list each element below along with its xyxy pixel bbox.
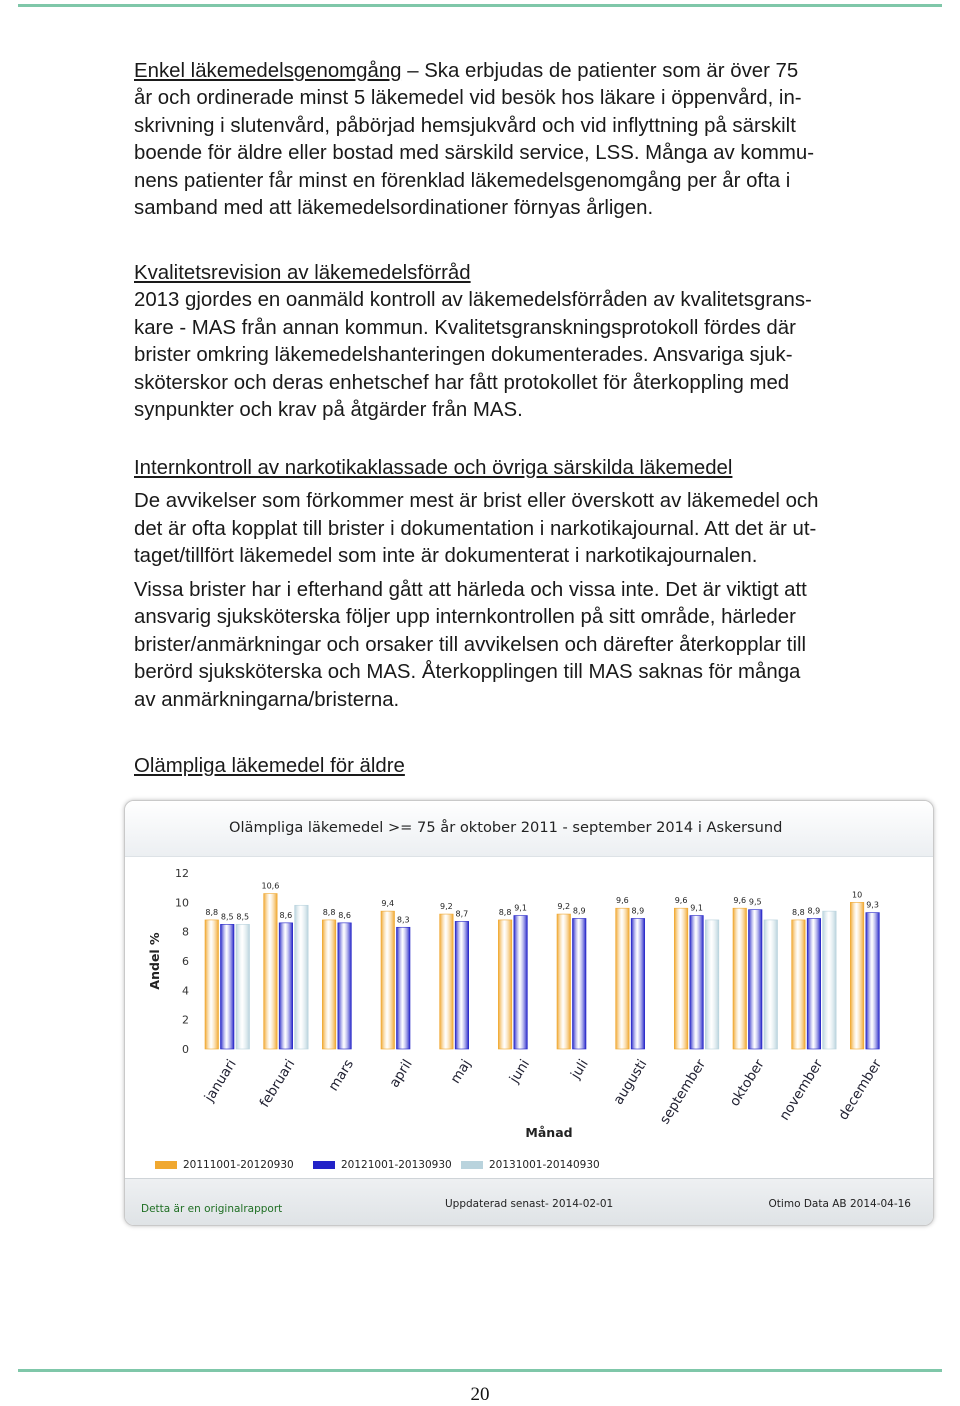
data-label: 10 (851, 890, 863, 900)
data-label: 8,8 (322, 907, 336, 917)
x-tick-label: februari (256, 1056, 299, 1111)
x-tick-label: april (386, 1056, 416, 1091)
bar-januari-series-3 (236, 924, 250, 1049)
data-label: 8,5 (236, 912, 250, 922)
section-heading: Olämpliga läkemedel för äldre (134, 755, 405, 777)
y-axis-title: Andel % (147, 932, 162, 990)
data-label: 8,7 (455, 909, 469, 919)
x-tick-label: december (835, 1056, 886, 1123)
footer-original-note: Detta är en originalrapport (141, 1203, 283, 1215)
bar-maj-series-1 (440, 914, 454, 1049)
legend-label: 20121001-20130930 (341, 1159, 452, 1171)
bar-juni-series-2 (514, 916, 528, 1049)
bar-november-series-3 (823, 911, 837, 1049)
bar-februari-series-3 (295, 905, 309, 1049)
data-label: 9,3 (866, 900, 879, 910)
bar-januari-series-1 (205, 920, 219, 1049)
bottom-rule (18, 1369, 942, 1372)
data-label: 8,9 (807, 906, 821, 916)
data-label: 9,1 (514, 903, 527, 913)
section-kvalitetsrevision (134, 260, 932, 424)
text-line: år och ordinerade minst 5 läkemedel vid besök hos läkare i öppenvård, in- (134, 87, 802, 110)
data-label: 8,5 (220, 912, 234, 922)
top-rule (18, 4, 942, 7)
data-label: 9,6 (674, 896, 688, 906)
bar-september-series-3 (705, 920, 719, 1049)
bar-januari-series-2 (221, 924, 235, 1049)
text-line: skrivning i slutenvård, påbörjad hemsjukvård och vid inflyttning på särskilt (134, 114, 796, 137)
data-label: 8,6 (279, 910, 293, 920)
x-tick-label: november (776, 1056, 827, 1124)
bar-juli-series-1 (557, 914, 571, 1049)
bar-september-series-1 (674, 908, 688, 1049)
chart-footer (125, 1178, 933, 1225)
section-heading: Internkontroll av narkotikaklassade och övriga särskilda läkemedel (134, 457, 733, 479)
x-axis-title: Månad (525, 1125, 573, 1140)
footer-source: Otimo Data AB 2014-04-16 (768, 1198, 911, 1210)
text-line: taget/tillfört läkemedel som inte är dokumenterat i narkotikajournalen. (134, 545, 758, 568)
bar-mars-series-2 (338, 923, 352, 1049)
data-label: 8,8 (205, 907, 219, 917)
text-line: Vissa brister har i efterhand gått att härleda och vissa inte. Det är viktigt att (134, 579, 807, 601)
data-label: 10,6 (261, 881, 280, 891)
text-line: brister/anmärkningar och orsaker till avvikelsen och därefter återkopplar till (134, 633, 807, 656)
legend-swatch (461, 1161, 483, 1169)
bar-juni-series-1 (498, 920, 512, 1049)
y-tick-label: 6 (182, 955, 189, 968)
data-label: 9,5 (748, 897, 762, 907)
text-line: det är ofta kopplat till brister i dokumentation i narkotikajournal. Att det är ut- (134, 517, 817, 540)
legend-swatch (313, 1161, 335, 1169)
text-line: – Ska erbjudas de patienter som är över 75 (401, 60, 799, 82)
section-lakemedelsgenomgang (134, 58, 932, 222)
section-heading: Kvalitetsrevision av läkemedelsförråd (134, 262, 471, 284)
section-internkontroll (134, 455, 932, 571)
bar-november-series-1 (792, 920, 806, 1049)
y-tick-label: 0 (182, 1043, 189, 1056)
data-label: 8,6 (338, 910, 351, 920)
bar-maj-series-2 (455, 921, 469, 1049)
text-line: synpunkter och krav på åtgärder från MAS. (134, 399, 523, 422)
bar-juli-series-2 (573, 918, 587, 1049)
section-internkontroll-p2 (134, 577, 932, 714)
section-olampliga-lakemedel (134, 753, 932, 780)
bar-oktober-series-3 (764, 920, 778, 1049)
text-line: samband med att läkemedelsordinationer förnyas årligen. (134, 197, 654, 220)
y-tick-label: 2 (182, 1013, 189, 1027)
bar-december-series-1 (850, 902, 864, 1049)
data-label: 9,2 (440, 902, 453, 912)
x-tick-label: september (656, 1056, 710, 1128)
text-line: 2013 gjordes en oanmäld kontroll av läkemedelsförråden av kvalitetsgrans- (134, 289, 812, 312)
x-tick-label: oktober (726, 1056, 768, 1110)
data-label: 8,9 (572, 906, 586, 916)
data-label: 8,3 (396, 915, 410, 925)
paragraph (134, 58, 932, 85)
bar-februari-series-2 (279, 923, 293, 1049)
legend-item (461, 1159, 600, 1171)
chart-legend (155, 1159, 795, 1173)
x-tick-label: maj (447, 1056, 475, 1087)
text-line: De avvikelser som förkommer mest är brist eller överskott av läkemedel och (134, 490, 819, 513)
footer-updated: Uppdaterad senast- 2014-02-01 (445, 1198, 614, 1210)
legend-swatch (155, 1161, 177, 1169)
x-tick-label: juli (567, 1056, 592, 1082)
bar-september-series-2 (690, 916, 704, 1049)
chart-panel (124, 800, 934, 1226)
legend-item (313, 1159, 452, 1171)
section-heading: Enkel läkemedelsgenomgång (134, 60, 402, 82)
bar-augusti-series-1 (616, 908, 630, 1049)
bar-februari-series-1 (264, 894, 278, 1049)
text-line: sköterskor och deras enhetschef har fått protokollet för återkoppling med (134, 371, 790, 394)
legend-item (155, 1159, 294, 1171)
x-tick-label: augusti (610, 1056, 651, 1108)
text-line: kare - MAS från annan kommun. Kvalitetsgranskningsprotokoll fördes där (134, 316, 796, 339)
bar-april-series-2 (397, 927, 411, 1049)
x-tick-label: mars (325, 1056, 358, 1094)
text-line: brister omkring läkemedelshanteringen dokumenterades. Ansvariga sjuk- (134, 344, 793, 367)
text-line: boende för äldre eller bostad med särskild service, LSS. Många av kommu- (134, 142, 815, 165)
text-line: ansvarig sjuksköterska följer upp internkontrollen på sitt område, härleder (134, 606, 796, 629)
bar-augusti-series-2 (631, 918, 645, 1049)
legend-label: 20111001-20120930 (183, 1159, 294, 1171)
legend-label: 20131001-20140930 (489, 1159, 600, 1171)
text-line: av anmärkningarna/bristerna. (134, 688, 400, 711)
data-label: 9,1 (690, 903, 703, 913)
y-tick-label: 12 (175, 867, 189, 880)
x-tick-label: januari (201, 1056, 240, 1105)
data-label: 9,2 (557, 902, 571, 912)
chart-title: Olämpliga läkemedel >= 75 år oktober 2011 - september 2014 i Askersund (229, 819, 783, 836)
bar-november-series-2 (807, 918, 821, 1049)
bar-april-series-1 (381, 911, 395, 1049)
bar-chart (125, 801, 933, 1179)
page-number: 20 (470, 1384, 490, 1405)
y-tick-label: 8 (182, 925, 189, 939)
data-label: 9,6 (616, 896, 629, 906)
bar-december-series-2 (866, 913, 880, 1049)
data-label: 8,8 (792, 907, 805, 917)
text-line: nens patienter får minst en förenklad läkemedelsgenomgång per år ofta i (134, 169, 791, 192)
bar-oktober-series-1 (733, 908, 747, 1049)
y-tick-label: 10 (175, 896, 189, 910)
text-line: berörd sjuksköterska och MAS. Återkopplingen till MAS saknas för många (134, 661, 801, 684)
bar-oktober-series-2 (749, 910, 763, 1049)
x-tick-label: juni (506, 1056, 534, 1087)
bar-mars-series-1 (322, 920, 336, 1049)
data-label: 8,9 (631, 906, 645, 916)
data-label: 8,8 (498, 907, 512, 917)
data-label: 9,6 (733, 896, 747, 906)
y-tick-label: 4 (182, 984, 189, 998)
data-label: 9,4 (381, 899, 395, 909)
